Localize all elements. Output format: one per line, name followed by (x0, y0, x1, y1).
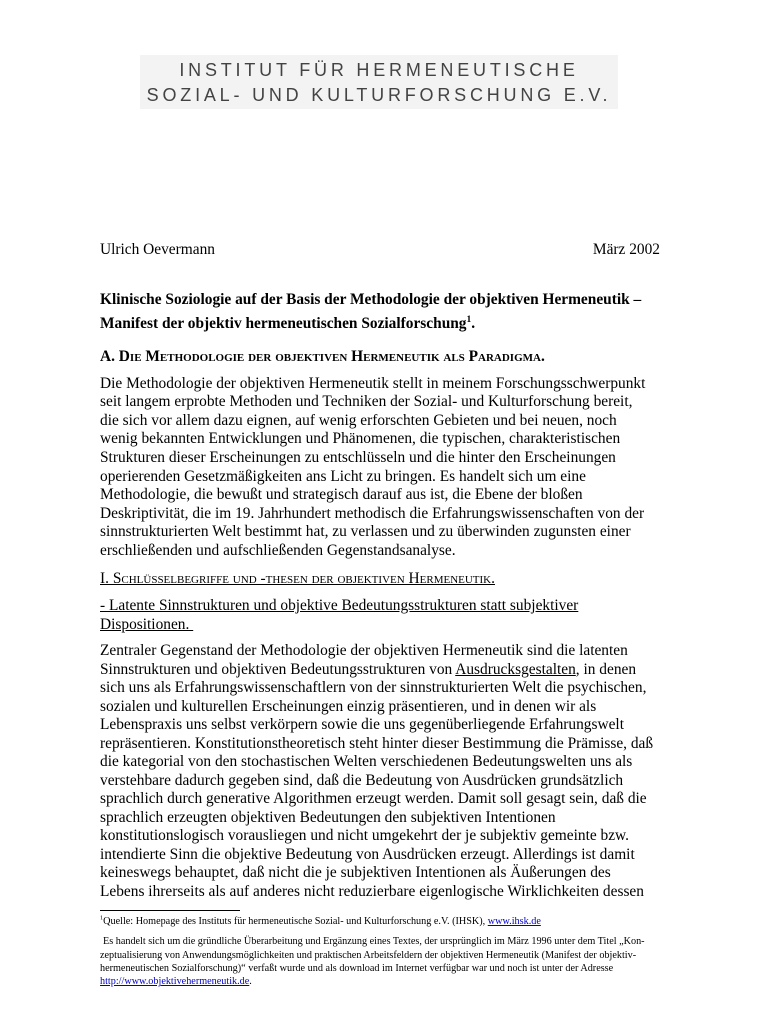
byline (100, 241, 660, 260)
footnote-line (100, 975, 645, 988)
paragraph-line: Deskriptivität, die im 19. Jahrhundert methodisch die Erfahrungswissenschaften von der (100, 504, 645, 522)
footnote-separator (100, 910, 240, 911)
paragraph-line: sprachlich erzeugten objektiven Bedeutungen den subjektiven Intentionen (100, 808, 556, 826)
subsection-heading-text: I. Schlüsselbegriffe und -thesen der objektiven Hermeneutik. (100, 570, 495, 587)
text-segment: Sinnstrukturen und objektiven Bedeutungsstrukturen von (100, 660, 456, 678)
paragraph-line: sprachlich durch generative Algorithmen erzeugt werden. Damit soll gesagt sein, daß die (100, 790, 647, 807)
paragraph-line: erschließenden und aufschließenden Gegenstandsanalyse. (100, 542, 456, 560)
footnote-source (100, 915, 541, 928)
topic-heading (100, 597, 578, 634)
footnote-line: hermeneutischen Sozialforschung)“ verfaßt wurde und als download im Internet verfügbar war und noch ist unter der Adresse (100, 963, 614, 975)
paragraph-line: Strukturen dieser Erscheinungen zu entschlüsseln und die hinter den Erscheinungen (100, 449, 616, 467)
section-heading (100, 348, 545, 367)
document-date: März 2002 (592, 241, 660, 258)
title-line (100, 315, 641, 334)
paragraph-line: sinnstrukturierten Welt bestimmt hat, zu verlassen und zu überwinden zugunsten einer (100, 523, 631, 541)
topic-heading-line: Dispositionen. (100, 615, 194, 633)
paragraph-line: Lebenspraxis uns selbst verkörpern sowie die uns gegenüberliegende Erfahrungswelt (100, 716, 624, 733)
footnote-marker: 1 (466, 313, 472, 325)
paragraph-line: Die Methodologie der objektiven Hermeneutik stellt in meinem Forschungsschwerpunkt (100, 374, 646, 392)
paragraph-line (100, 661, 653, 680)
paragraph-line: wenig bekannten Entwicklungen und Phänomenen, die typischen, charakteristischen (100, 430, 621, 448)
paragraph-line: repräsentieren. Konstitutionstheoretisch steht hinter dieser Bestimmung die Prämisse, daß (100, 734, 654, 752)
letterhead-line-1: INSTITUT FÜR HERMENEUTISCHE (179, 60, 579, 80)
footnote-end: . (249, 976, 252, 988)
footnote-line: zeptualisierung von Anwendungsmöglichkeiten und praktischen Arbeitsfeldern der objektiven Hermeneutik (Manifest der objektiv- (100, 949, 637, 961)
letterhead (140, 55, 618, 109)
letterhead-line-2: SOZIAL- UND KULTURFORSCHUNG E.V. (146, 85, 612, 105)
title-text: Manifest der objektiv hermeneutischen Sozialforschung (100, 314, 467, 332)
topic-heading-line: - Latente Sinnstrukturen und objektive Bedeutungsstrukturen statt subjektiver (100, 597, 579, 614)
underlined-term: Ausdrucksgestalten (455, 660, 576, 678)
paragraph-line: die sich vor allem dazu eignen, auf wenig erforschten Gebieten und bei neuen, noch (100, 411, 617, 429)
paragraph-line: Methodologie, die bewußt und strategisch darauf aus ist, die Ebene der bloßen (100, 486, 583, 504)
footnote-marker: 1 (100, 914, 104, 922)
paragraph-line: sozialen und kulturellen Erscheinungen einzig präsentieren, und in denen wir als (100, 697, 597, 715)
author-name: Ulrich Oevermann (100, 241, 215, 258)
objektivehermeneutik-link[interactable]: http://www.objektivehermeneutik.de (100, 976, 250, 988)
title-line: Klinische Soziologie auf der Basis der Methodologie der objektiven Hermeneutik – (100, 291, 642, 308)
paragraph-line: Zentraler Gegenstand der Methodologie der objektiven Hermeneutik sind die latenten (100, 642, 628, 659)
paragraph-line: verstehbare dadurch gegeben sind, daß die Bedeutung von Ausdrücken grundsätzlich (100, 771, 624, 789)
paragraph-line: Lebens ihrerseits als auf anderes nicht reduzierbare eigenlogische Wirklichkeiten dessen (100, 882, 644, 900)
paragraph-line: konstitutionslogisch vorausliegen und nicht umgekehrt der je subjektiv gemeinte bzw. (100, 827, 630, 844)
paragraph-latent-structures (100, 642, 653, 901)
section-heading-text: A. Die Methodologie der objektiven Hermeneutik als Paradigma. (100, 348, 545, 365)
paragraph-line: keineswegs behauptet, daß nicht die je subjektiven Intentionen als Äußerungen des (100, 864, 611, 881)
footnote-text: Quelle: Homepage des Instituts für hermeneutische Sozial- und Kulturforschung e.V. (IHSK), (103, 915, 488, 927)
footnote-note (100, 935, 645, 989)
ihsk-link[interactable]: www.ihsk.de (487, 915, 541, 927)
footnote-line: Es handelt sich um die gründliche Überarbeitung und Ergänzung eines Textes, der ursprünglich im März 1996 unter dem Titel „Kon- (103, 936, 645, 948)
text-segment: , in denen (575, 660, 637, 678)
paragraph-line: intendierte Sinn die objektive Bedeutung von Ausdrücken erzeugt. Allerdings ist damit (100, 845, 635, 863)
document-title (100, 291, 641, 334)
paragraph-line: operierenden Gesetzmäßigkeiten ans Licht zu bringen. Es handelt sich um eine (100, 467, 586, 485)
footnote-line (100, 915, 541, 928)
paragraph-line: sich uns als Erfahrungswissenschaftlern von der sinnstrukturierten Welt die psychischen, (100, 679, 647, 696)
paragraph-methodology (100, 375, 645, 561)
subsection-heading (100, 570, 495, 589)
paragraph-line: die kategorial von den stochastischen Welten verschiedenen Bedeutungswelten uns als (100, 753, 633, 770)
paragraph-line: seit langem erprobte Methoden und Techniken der Sozial- und Kulturforschung bereit, (100, 393, 633, 411)
title-end: . (471, 314, 476, 332)
